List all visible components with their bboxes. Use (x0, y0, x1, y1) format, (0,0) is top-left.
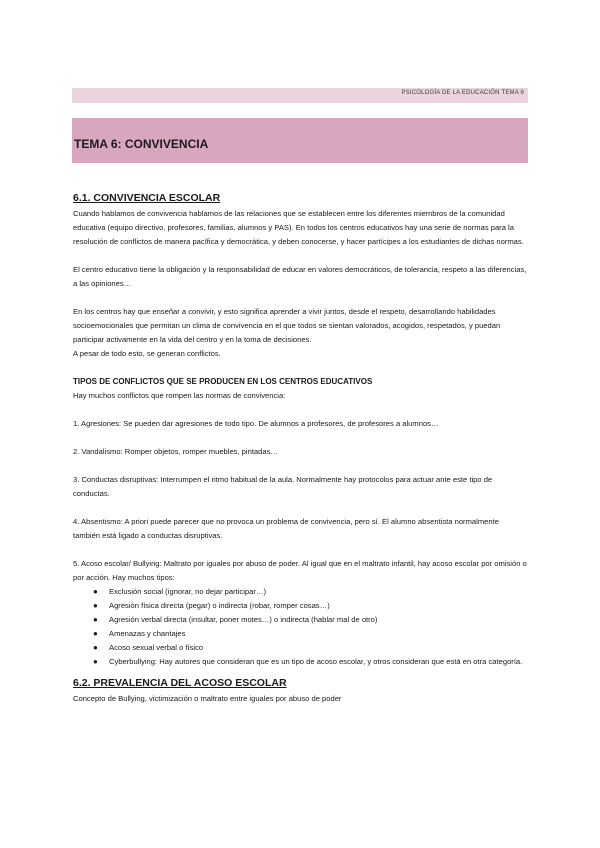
list-item-bullying: 5. Acoso escolar/ Bullying: Maltrato por iguales por abuso de poder. Al igual que en el maltrato infantil, hay acoso escolar por omisión o por acción. Hay muchos tipos: (73, 559, 527, 582)
bullet-icon: ● (93, 615, 98, 624)
bullet-text: Exclusión social (ignorar, no dejar participar…) (109, 587, 267, 596)
chapter-title: TEMA 6: CONVIVENCIA (74, 137, 209, 151)
bullet-text: Agresión verbal directa (insultar, poner motes…) o indirecta (hablar mal de otro) (109, 615, 378, 624)
bullet-icon: ● (93, 643, 98, 652)
bullet-text: Cyberbullying: Hay autores que consideran que es un tipo de acoso escolar, y otros consideran que está en otra categoría. (109, 657, 523, 666)
running-header (72, 88, 528, 103)
bullet-item (93, 613, 528, 627)
list-item-aggressions: 1. Agresiones: Se pueden dar agresiones de todo tipo. De alumnos a profesores, de profesores a alumnos… (73, 419, 439, 428)
bullying-types-list (93, 585, 528, 669)
bullet-item (93, 599, 528, 613)
bullet-text: Amenazas y chantajes (109, 629, 186, 638)
bullet-item (93, 585, 528, 599)
bullet-text: Agresión física directa (pegar) o indirecta (robar, romper cosas…) (109, 601, 330, 610)
section-heading-6-1: 6.1. CONVIVENCIA ESCOLAR (73, 192, 221, 204)
list-item-vandalism: 2. Vandalismo: Romper objetos, romper muebles, pintadas… (73, 447, 278, 456)
chapter-title-banner (72, 118, 528, 163)
paragraph: Concepto de Bullying, victimización o maltrato entre iguales por abuso de poder (73, 694, 342, 703)
list-item-disruptive: 3. Conductas disruptivas: Interrumpen el ritmo habitual de la aula. Normalmente hay protocolos para actuar ante este tipo de conductas. (73, 475, 493, 498)
subheading-conflict-types: TIPOS DE CONFLICTOS QUE SE PRODUCEN EN LOS CENTROS EDUCATIVOS (73, 377, 373, 386)
paragraph: En los centros hay que enseñar a convivir, y esto significa aprender a vivir juntos, desde el respeto, desarrollando habilidades socioemocionales que permitan un clima de convivencia en el que todos se sientan valorados, acogidos, respetados, y puedan participar activamente en la vida del centro y en la toma de decisiones. (73, 307, 501, 344)
bullet-icon: ● (93, 629, 98, 638)
list-item-absenteeism: 4. Absentismo: A priori puede parecer que no provoca un problema de convivencia, pero sí. El alumno absentista normalmente también está ligado a conductas disruptivas. (73, 517, 499, 540)
document-body (73, 192, 528, 706)
paragraph: A pesar de todo esto, se generan conflictos. (73, 349, 221, 358)
bullet-icon: ● (93, 657, 98, 666)
bullet-item (93, 627, 528, 641)
bullet-item (93, 641, 528, 655)
running-header-text: PSICOLOGÍA DE LA EDUCACIÓN TEMA 6 (401, 90, 524, 96)
bullet-text: Acoso sexual verbal o físico (109, 643, 204, 652)
paragraph: Cuando hablamos de convivencia hablamos de las relaciones que se establecen entre los diferentes miembros de la comunidad educativa (equipo directivo, profesores, familias, alumnos y PAS). En todos los centros educativos hay una serie de normas para la resolución de conflictos de manera pacífica y democrática, y deben conocerse, y hacer partícipes a los estudiantes de dichas normas. (73, 209, 524, 246)
bullet-item (93, 655, 528, 669)
paragraph: El centro educativo tiene la obligación y la responsabilidad de educar en valores democráticos, de tolerancia, respeto a las diferencias, a las opiniones… (73, 265, 527, 288)
bullet-icon: ● (93, 601, 98, 610)
section-heading-6-2: 6.2. PREVALENCIA DEL ACOSO ESCOLAR (73, 677, 287, 689)
bullet-icon: ● (93, 587, 98, 596)
paragraph: Hay muchos conflictos que rompen las normas de convivencia: (73, 391, 286, 400)
